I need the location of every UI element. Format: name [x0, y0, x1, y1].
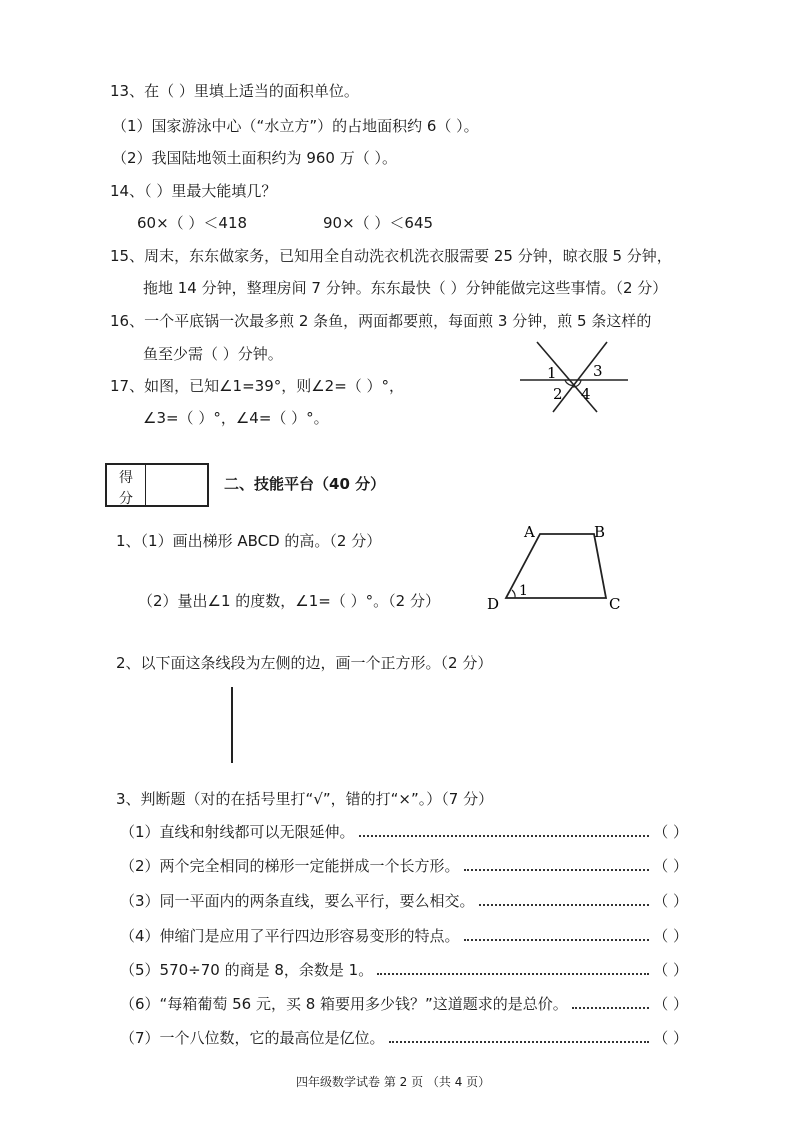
q15-line2: 拖地 14 分钟，整理房间 7 分钟。东东最快（ ）分钟能做完这些事情。（2 分）	[143, 279, 668, 297]
fig17-label-1: 1	[547, 364, 557, 382]
score-label-1: 得	[119, 470, 133, 486]
trap-label-a: A	[524, 523, 535, 541]
judge-item-text: （2）两个完全相同的梯形一定能拼成一个长方形。	[120, 856, 460, 875]
dotted-leader	[479, 894, 650, 906]
answer-paren[interactable]: （ ）	[653, 926, 688, 945]
judge-row	[120, 820, 688, 842]
q17-line2: ∠3=（ ）°，∠4=（ ）°。	[143, 409, 329, 427]
judge-item-text: （7）一个八位数，它的最高位是亿位。	[120, 1028, 385, 1047]
trapezoid-figure	[482, 520, 632, 620]
trap-label-c: C	[609, 595, 621, 613]
trap-label-angle1: 1	[519, 583, 528, 599]
answer-paren[interactable]: （ ）	[653, 822, 688, 841]
judge-item-text: （1）直线和射线都可以无限延伸。	[120, 822, 355, 841]
fig17-label-2: 2	[553, 385, 563, 403]
dotted-leader	[464, 929, 650, 941]
q13-item2: （2）我国陆地领土面积约为 960 万（ ）。	[112, 149, 397, 167]
angle-figure	[515, 336, 635, 416]
q16-line1: 16、一个平底锅一次最多煎 2 条鱼，两面都要煎，每面煎 3 分钟，煎 5 条这样的	[110, 312, 652, 330]
dotted-leader	[377, 963, 649, 975]
dotted-leader	[359, 825, 650, 837]
q17-line1: 17、如图，已知∠1=39°，则∠2=（ ）°，	[110, 377, 405, 395]
dotted-leader	[389, 1031, 650, 1043]
s2-line1: 2、以下面这条线段为左侧的边，画一个正方形。（2 分）	[116, 654, 493, 672]
s1-line2: （2）量出∠1 的度数，∠1=（ ）°。（2 分）	[138, 592, 440, 610]
q14-expr2: 90×（ ）＜645	[323, 214, 434, 232]
judge-row	[120, 992, 688, 1014]
dotted-leader	[572, 997, 649, 1009]
q15-line1: 15、周末，东东做家务，已知用全自动洗衣机洗衣服需要 25 分钟，晾衣服 5 分钟，	[110, 247, 672, 265]
fig17-label-3: 3	[593, 362, 603, 380]
score-box	[105, 463, 209, 507]
judge-row	[120, 889, 688, 911]
answer-paren[interactable]: （ ）	[653, 994, 688, 1013]
answer-paren[interactable]: （ ）	[653, 1028, 688, 1047]
trap-label-d: D	[487, 595, 500, 613]
s3-title: 3、判断题（对的在括号里打“√”，错的打“×”。）（7 分）	[116, 790, 494, 808]
judge-row	[120, 958, 688, 980]
judge-row	[120, 924, 688, 946]
q13-title: 13、在（ ）里填上适当的面积单位。	[110, 82, 359, 100]
judge-item-text: （4）伸缩门是应用了平行四边形容易变形的特点。	[120, 926, 460, 945]
judge-item-text: （5）570÷70 的商是 8，余数是 1。	[120, 960, 374, 979]
score-label-2: 分	[119, 491, 133, 507]
q16-line2: 鱼至少需（ ）分钟。	[143, 345, 283, 363]
q14-expr1: 60×（ ）＜418	[137, 214, 248, 232]
fig17-label-4: 4	[581, 385, 591, 403]
vertical-segment	[231, 687, 233, 763]
score-box-divider	[145, 465, 146, 505]
q14-title: 14、（ ）里最大能填几？	[110, 182, 277, 200]
judge-row	[120, 854, 688, 876]
answer-paren[interactable]: （ ）	[653, 856, 688, 875]
trap-label-b: B	[594, 523, 606, 541]
page-footer: 四年级数学试卷 第 2 页 （共 4 页）	[296, 1075, 491, 1089]
judge-item-text: （3）同一平面内的两条直线，要么平行，要么相交。	[120, 891, 475, 910]
judge-item-text: （6）“每箱葡萄 56 元，买 8 箱要用多少钱？”这道题求的是总价。	[120, 994, 568, 1013]
answer-paren[interactable]: （ ）	[653, 960, 688, 979]
answer-paren[interactable]: （ ）	[653, 891, 688, 910]
s1-line1: 1、（1）画出梯形 ABCD 的高。（2 分）	[116, 532, 382, 550]
section2-title: 二、技能平台（40 分）	[224, 475, 386, 493]
dotted-leader	[464, 859, 650, 871]
judge-row	[120, 1026, 688, 1048]
q13-item1: （1）国家游泳中心（“水立方”）的占地面积约 6（ ）。	[112, 117, 479, 135]
